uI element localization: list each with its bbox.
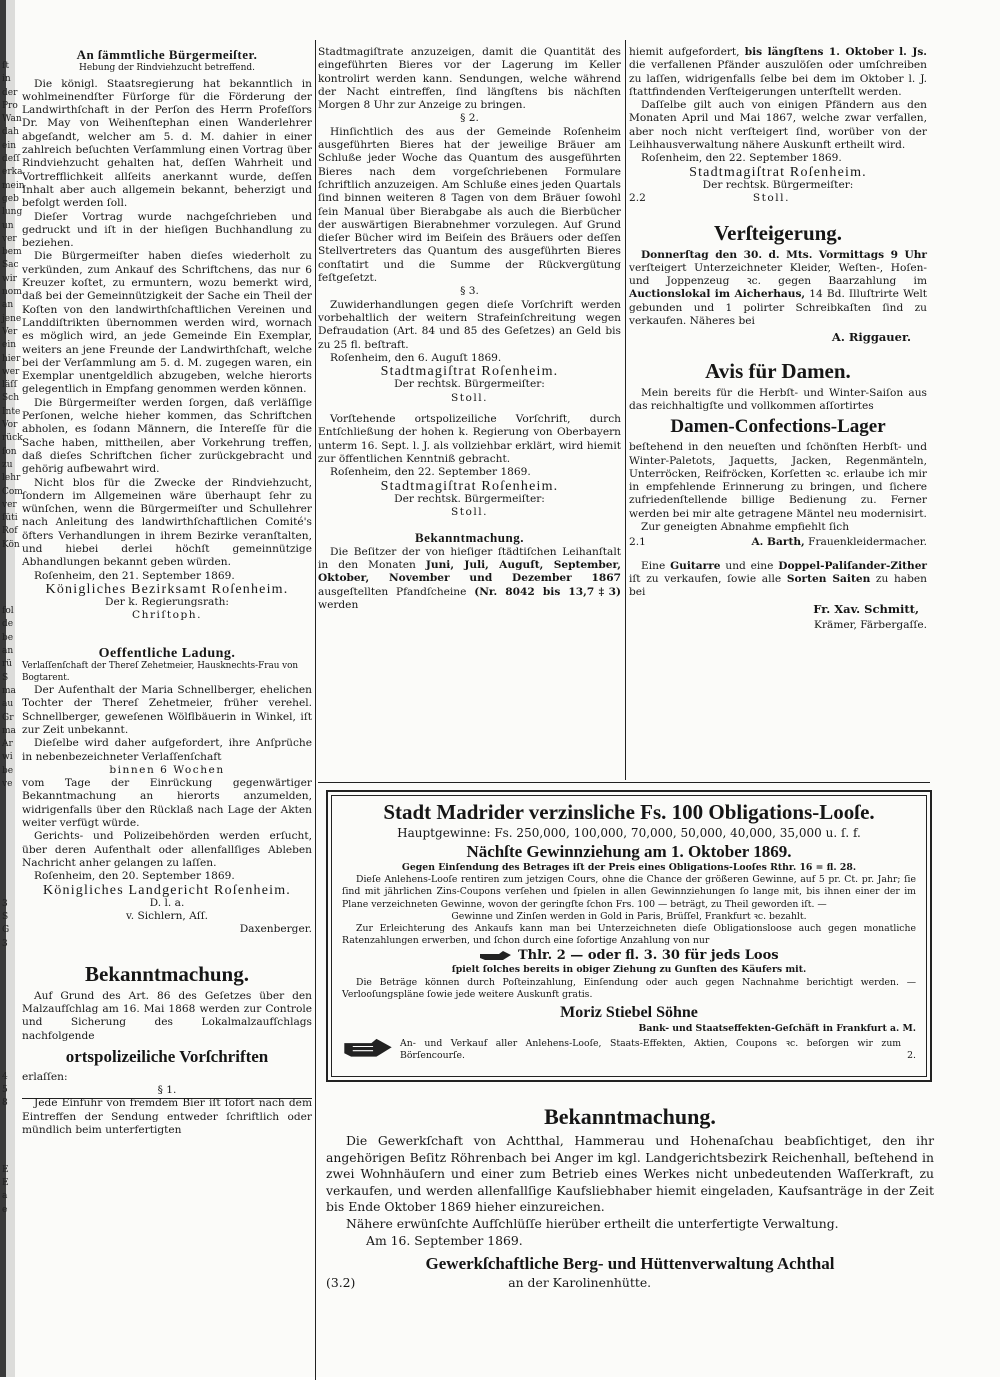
stub-fragment: ſt [2,61,9,71]
issuer-location: an der Karolinenhütte. [508,1275,652,1291]
stub-fragment: Vor [2,420,18,431]
stub-fragment: wi [2,752,13,763]
stub-fragment: rü [2,659,13,670]
paragraph: Die Bürgermeiſter werden ſorgen, daß verläſſige Perſonen, welche hieher kommen, das Schriftchen abholen, es ſodann Männern, die Intereſſe für die Sache haben, mittheilen, aber Vorkehrung treffen, daß dieſes Schriftchen ſicher zurückgebracht und gehörig aufbewahrt wird. [22,396,312,476]
signatory-role: Der k. Regierungsrath: [105,596,229,609]
text: Eine [641,559,666,572]
stub-fragment: ma [2,685,16,696]
stub-fragment: wer [2,366,20,377]
text: 14 Bd. Illuſtrirte Welt gebunden und 1 polirter Schreibkaſten ſind zu verkaufen. Näheres bei [629,288,928,328]
paragraph-number: § 1. [157,1084,177,1097]
ad-paragraph: An- und Verkauf aller Anlehens-Looſe, Staats-Effekten, Aktien, Coupons ꝛc. beſorgen wir zum Börſencourſe. [400,1038,902,1062]
stub-fragment: ſüti [2,513,18,524]
stub-fragment [2,565,16,578]
stub-fragment: ma [2,725,16,736]
stub-fragment: hier [2,353,21,364]
text: Die Beſitzer der von hieſiger ſtädtiſchen Leihanſtalt in den Monaten [318,545,621,571]
paragraph: Vorſtehende ortspolizeiliche Vorſchrift, durch Entſchließung der hohen k. Regierung von Oberbayern unterm 16. Sept. l. J. als vollziehbar erklärt, wird hiemit zur öffentlichen Kenntniß gebracht. [318,413,621,465]
notice-title: Verſteigerung. [713,220,843,245]
stub-fragment [2,1057,16,1070]
column-1 [22,46,312,1376]
stub-fragment: lehr [2,473,21,484]
stub-fragment: deſſ [2,154,20,165]
stub-fragment [2,845,16,858]
stub-fragment: rück [2,433,23,444]
regulation-heading: ortspolizeiliche Vorſchriften [65,1046,269,1066]
stub-fragment [2,1124,16,1137]
ad-firm-subtitle: Bank- und Staatseffekten-Geſchäft in Frankfurt a. M. [638,1023,916,1035]
stub-fragment: Ar [2,739,13,750]
office-signature: Stadtmagiſtrat Roſenheim. [380,364,559,380]
column-rule [625,40,626,780]
stub-fragment: Com [2,486,23,497]
ad-draw-date: Nächſte Gewinnziehung am 1. Oktober 1869. [466,842,792,861]
signature-row [326,1275,934,1292]
ad-inner-border [331,795,927,1077]
paragraph [318,546,621,612]
notice-title: Bekanntmachung. [544,1104,716,1129]
emphasis: Guitarre [670,559,721,572]
stub-fragment: be [2,632,14,643]
emphasis: Sorten Saiten [786,572,871,585]
stub-fragment: 3 [2,898,8,909]
stub-fragment: ſon [2,446,17,457]
stub-fragment [2,1017,16,1030]
advertiser-name: A. Barth, [751,536,805,549]
text: hiemit aufgefordert, [629,46,740,58]
stub-fragment: S [2,912,9,922]
stub-fragment [2,964,16,977]
stub-fragment: Sch [2,393,20,404]
stub-fragment [2,579,16,592]
stub-fragment [2,977,16,990]
notice-title: Bekanntmachung. [415,530,524,546]
signatory-role: Der rechtsk. Bürgermeiſter: [394,492,545,505]
emphasis: Auctionslokal im Aicherhaus, [629,288,806,301]
advertiser-name: Fr. Xav. Schmitt, [813,601,919,616]
advertiser-address: Krämer, Färbergaſſe. [814,618,927,631]
stub-fragment: 8 [2,1098,8,1109]
date-line: Roſenheim, den 20. September 1869. [34,870,235,883]
shop-heading: Damen-Confections-Lager [670,416,886,438]
column-rule [315,40,316,1380]
emphasis: Juni, Juli, Auguſt, September, Oktober, November und Dezember 1867 [318,558,621,585]
advertiser-trade: Frauenkleidermacher. [808,536,927,549]
emphasis: (Nr. 8042 bis 13,7‡3) [474,585,621,598]
ad-paragraph: Die Beträge können durch Poſteinzahlung, Einſendung oder auch gegen Nachnahme berichtigt werden. — Verlooſungspläne ſowie jede weitere Auskunft gratis. [342,976,916,1000]
paragraph: Die Gewerkſchaft von Achtthal, Hammerau und Hohenaſchau beabſichtiget, den ihr angehörigen Beſitz Röhrenbach bei Anger im kgl. Landgerichtsbezirk Reichenhall, beſtehend in zwei Wohnhäuſern und einer zum Betrieb eines Werkes nicht unbedeutenden Waſſerkraft, zu verkaufen, und werden allenfallſige Kaufsliebhaber hiemit eingeladen, Kaufsanträge in der Zeit bis Ende Oktober 1869 hieher einzureichen. [326,1133,934,1215]
stub-fragment [2,1150,16,1163]
stub-fragment [2,831,16,844]
signatory-name: Stoll. [450,506,489,519]
paragraph: beſtehend in den neueſten und ſchönſten Herbſt- und Winter-Paletots, Jaquetts, Jacken, Regenmänteln, Unterröcken, Reifröcken, Korſetten ꝛc. erlaube ich mir in empfehlende Erinnerung zu bringen, und ſichere zufriedenſtellende billige Bedienung zu. Ferner werden bei mir alte getragene Mäntel neu modernisirt. [629,441,927,520]
ad-prizes: Hauptgewinne: Fs. 250,000, 100,000, 70,000, 50,000, 40,000, 35,000 u. ſ. f. [397,826,861,840]
paragraph: Auf Grund des Art. 86 des Geſetzes über den Malzaufſchlag am 16. Mai 1868 werden zur Controle und Sicherung des Lokalmalzaufſchlags nachfolgende [22,989,312,1042]
notice-title: Oeffentliche Ladung. [98,645,236,661]
paragraph: Dieſelbe wird daher aufgefordert, ihre Anſprüche in nebenbezeichneter Verlaſſenſchaft [22,737,312,763]
insertion-code: 2. [907,1050,916,1062]
mining-notice [326,1100,934,1292]
paragraph: Mein bereits für die Herbſt- und Winter-Saiſon aus das reichhaltigſte und vollkommen aſſortirtes [629,386,927,412]
deadline: binnen 6 Wochen [109,763,225,776]
stub-fragment: ein [2,340,17,351]
stub-fragment [2,805,16,818]
notice-title: Avis für Damen. [705,358,851,383]
abbreviation: D. l. a. [149,896,185,909]
paragraph: Nicht blos für die Zwecke der Rindviehzucht, ſondern im Allgemeinen wäre überhaupt ſehr zu wünſchen, wenn die Bürgermeiſter und Schullehrer nach Anleitung des landwirthſchaftlichen Comité's öfters Verhandlungen in ihrem Bezirke veranſtalten, und hiebei derlei höchſt gemeinnützige Abhandlungen bekannt geben würden. [22,476,312,569]
adjacent-page-stub [2,60,25,1217]
stub-fragment [2,1031,16,1044]
office-signature: Stadtmagiſtrat Roſenheim. [380,478,559,494]
stub-fragment: au [2,699,14,710]
stub-fragment: S [2,672,9,683]
lottery-advertisement [326,790,932,1082]
section-rule [318,782,930,783]
stub-fragment: 3 [2,938,8,949]
notice-subtitle: Hebung der Rindviehzucht betreffend. [78,63,256,74]
notice-title: An ſämmtliche Bürgermeiſter. [76,47,258,62]
stub-fragment: Ver [2,326,18,337]
stub-fragment [2,858,16,871]
text: werden [318,598,359,611]
stub-fragment: lung [2,207,23,218]
insertion-code: (3.2) [326,1275,356,1291]
paragraph [629,249,927,329]
office-signature: Stadtmagiſtrat Roſenheim. [689,164,867,180]
stub-fragment: Pro [2,100,18,111]
stub-fragment: un [2,220,14,231]
paragraph: Hinſichtlich des aus der Gemeinde Roſenheim ausgeführten Bieres hat der jeweilige Bräuer am Schluße jeder Woche das Quantum des ausgeführten Bieres nach dem vorgeſchriebenen Formulare ſchriftlich anzuzeigen. Am Schluße eines jeden Quartals ſind binnen weiteren 8 Tagen von dem Bräuer ſowohl ſein Manual über Bierabgabe als auch die Bierbücher der auswärtigen Bierabnehmer vorzulegen. Auf Grund dieſer Bücher wird im Beiſein des Bräuers oder deſſen Stellvertreters das Quantum des ausgeführten Bieres conſtatirt und die Summe der Rückvergütung feſtgeſetzt. [318,125,621,285]
ad-paragraph: ſpielt ſolches bereits in obiger Ziehung zu Gunſten des Käufers mit. [451,964,807,976]
issuer-name: Gewerkſchaftliche Berg- und Hüttenverwaltung Achthal [425,1254,835,1274]
paragraph: vom Tage der Einrückung gegenwärtiger Bekanntmachung an hierorts anzumelden, widrigenfalls über den Rücklaß nach Lage der Akten weiter verfügt würde. [22,777,312,830]
stub-fragment: ver [2,499,17,510]
stub-fragment [2,884,16,897]
stub-fragment: ein [2,140,17,151]
ad-paragraph: Zur Erleichterung des Ankaufs kann man bei Unterzeichneten dieſe Obligationsloose auch gegen monatliche Ratenzahlungen erwerben, und ſchon durch eine ſofortige Anzahlung von nur [342,923,916,947]
clerk-name: Daxenberger. [239,923,312,936]
stub-fragment [2,1137,16,1150]
ad-title: Stadt Madrider verzinsliche Fs. 100 Obligations-Looſe. [383,800,875,824]
stub-fragment: G [2,925,10,936]
emphasis: bis längſtens 1. Oktober l. Js. [744,46,927,58]
signatory-name: v. Sichlern, Aſſ. [125,910,208,923]
stub-fragment [2,1004,16,1017]
paragraph: Die königl. Staatsregierung hat bekanntlich in wohlmeinendſter Fürſorge für die Förderung der Landwirthſchaft in der Perſon des Herrn Profeſſors Dr. May von Weihenſtephan einen Wanderlehrer abgeſandt, welcher am 5. d. M. dahier in einer zahlreich beſuchten Verſammlung einen Vortrag über Rindviehzucht gehalten hat, deſſen Wahrheit und Vortrefflichkeit allſeits anerkannt wurde, deſſen Inhalt aber auch allgemein bekannt, beherzigt und befolgt werden ſoll. [22,77,312,210]
stub-fragment: ve [2,779,13,790]
text: die verfallenen Pfänder auszulöſen oder umſchreiben zu laſſen, widrigenfalls ſelbe bei dem im Oktober l. J. ſtattfindenden Verſteigerungen unterſtellt werden. [629,59,927,98]
installment-text: Thlr. 2 — oder fl. 3. 30 für jeds Loos [517,948,779,964]
text: verſteigert Unterzeichneter Kleider, Weſten-, Hoſen- und Joppenzeug ꝛc. gegen Baarzahlung im [629,261,927,288]
stub-fragment: in [2,74,11,85]
text: iſt zu verkaufen, ſowie alle [629,572,782,585]
paragraph: Stadtmagiſtrate anzuzeigen, damit die Quantität des eingeführten Bieres vor der Lagerung im Keller kontrolirt werden kann. Sendungen, welche während der Nacht eintreffen, ſind längſtens bis nächſten Morgen 8 Uhr zur Anzeige zu bringen. [318,46,621,112]
signatory-role: Der rechtsk. Bürgermeiſter: [702,178,854,191]
advertiser-name: A. Riggauer. [831,330,911,345]
column-2 [318,46,621,780]
signatory-name: Stoll. [752,192,790,205]
text: zu haben bei [629,572,927,599]
stub-fragment [2,991,16,1004]
paragraph: Jede Einfuhr von fremdem Bier iſt ſofort nach dem Eintreffen der Sendung entweder ſchriftlich oder mündlich beim unterfertigten [22,1097,312,1137]
pointing-hand-icon [479,950,513,962]
emphasis: Doppel-Paliſander-Zither [778,559,928,572]
ad-firm: Moriz Stiebel Söhne [560,1004,698,1022]
office-signature: Königliches Bezirksamt Roſenheim. [45,581,289,597]
pointing-hand-icon [342,1038,394,1060]
stub-fragment: 5 [2,1084,8,1095]
stub-fragment: läſſ [2,380,17,391]
stub-fragment: be [2,765,14,776]
notice-title: Bekanntmachung. [85,961,249,986]
stub-fragment [2,871,16,884]
stub-fragment [2,951,16,964]
stub-fragment: der [2,87,18,98]
stub-fragment: de [2,619,14,630]
ad-paragraph: Dieſe Anlehens-Looſe rentiren zum jetzigen Cours, ohne die Chance der größeren Gewinne, auf 5 pr. Ct. pr. Jahr; ſie ſind mit jährlichen Zins-Coupons verſehen und ſpielen in allen Gewinnziehungen ſo lange mit, bis ihnen einer der im Plane verzeichneten Gewinne, wovon der geringſte ſchon Frs. 100 — beträgt, zu Theil geworden iſt. — [342,874,916,910]
date-line: Am 16. September 1869. [366,1232,523,1248]
notice-subtitle: Verlaſſenſchaft der Thereſ Zehetmeier, Hausknechts-Frau von Bogtarent. [22,661,299,683]
stub-fragment: dah [2,127,19,138]
ad-paragraph: Gewinne und Zinſen werden in Gold in Paris, Brüſſel, Frankfurt ꝛc. bezahlt. [451,910,807,922]
signature-row [629,192,927,205]
paragraph-number: § 2. [460,112,479,125]
signature-row [629,536,927,549]
stub-fragment: an [2,646,14,657]
stub-fragment: bem [2,247,22,258]
stub-fragment [2,1044,16,1057]
stub-fragment [2,592,16,605]
paragraph-number: § 3. [460,285,479,298]
stub-fragment: Gr [2,712,14,723]
date-line: Roſenheim, den 22. September 1869. [641,152,842,165]
ad-footer [342,1038,916,1062]
signatory-role: Der rechtsk. Bürgermeiſter: [394,378,545,391]
stub-fragment: fol [2,606,14,617]
insertion-code: 2.2 [629,192,646,205]
paragraph: Zuwiderhandlungen gegen dieſe Vorſchrift werden vorbehaltlich der weitern Strafeinſchreitung wegen Defraudation (Art. 84 und 85 des Geſetzes) an Geld bis zu 25 fl. beſtraft. [318,298,621,351]
paragraph: Dieſer Vortrag wurde nachgeſchrieben und gedruckt und iſt in der hieſigen Buchhandlung zu beziehen. [22,210,312,250]
stub-fragment: ver [2,233,17,244]
stub-fragment: wir [2,273,17,284]
date-line: Roſenheim, den 21. September 1869. [34,569,235,582]
stub-fragment: e [2,1204,8,1215]
paragraph: Nähere erwünſchte Aufſchlüſſe hierüber ertheilt die unterfertigte Verwaltung. [346,1215,839,1231]
paragraph [629,46,927,99]
stub-fragment: nom [2,287,22,298]
stub-fragment [2,818,16,831]
stub-fragment: erka [2,167,23,178]
date-line: Roſenheim, den 22. September 1869. [330,466,531,479]
office-signature: Königliches Landgericht Roſenheim. [42,882,292,898]
paragraph: Gerichts- und Polizeibehörden werden erſucht, über deren Aufenthalt oder allenfallſiges Ableben Nachricht anher gelangen zu laſſen. [22,830,312,869]
stub-fragment: Inte [2,406,21,417]
signatory-name: Stoll. [450,391,489,404]
paragraph [629,560,927,600]
stub-fragment: Sac [2,260,19,271]
stub-fragment: Wan [2,114,22,125]
paragraph: Die Bürgermeiſter haben dieſes wiederholt zu verkünden, zum Ankauf des Schriftchens, das nur 6 Kreuzer koſtet, zu ermuntern, wozu bemerkt wird, daß bei der Gemeinnützigkeit der Sache ein Theil der Koſten von den landwirthſchaftlichen Vereinen und Landdiſtrikten übernommen werden wird, wornach es möglich wird, an jede Gemeinde Ein Exemplar, weiters an jene Freunde der Landwirthſchaft, welche bei der Verſammlung am 5. d. M. zugegen waren, ein Exemplar unentgeldlich abzugeben, welche hierorts gelegentlich in Empfang genommen werden können. [22,250,312,396]
paragraph: Der Aufenthalt der Maria Schnellberger, ehelichen Tochter der Thereſ Zehetmeier, früher verehel. Schnellberger, geweſenen Wölflbäuerin in Winkel, iſt zur Zeit unbekannt. [22,684,312,736]
date-line: Roſenheim, den 6. Auguſt 1869. [330,351,502,364]
stub-fragment [2,552,16,565]
stub-fragment: E [2,1177,9,1188]
stub-fragment: E [2,1164,9,1175]
stub-fragment [2,791,16,804]
paragraph: Zur geneigten Abnahme empfiehlt ſich [641,521,850,534]
stub-fragment [2,1110,16,1123]
stub-fragment: geb [2,193,19,204]
paragraph: Daſſelbe gilt auch von einigen Pfändern aus den Monaten April und Mai 1867, welche zwar verfallen, aber noch nicht verſteigert ſind, worüber von der Leihhausverwaltung nähere Auskunft ertheilt wird. [629,99,927,152]
stub-fragment: jene [2,313,22,324]
ad-price-line: Gegen Einſendung des Betrages iſt der Preis eines Obligations-Looſes Rthr. 16 = fl. 28. [401,862,857,873]
signatory-name: Chriſtoph. [132,609,202,622]
paragraph: erlaſſen: [22,1070,68,1083]
stub-fragment: zu [2,459,13,470]
text: und eine [725,559,774,572]
stub-fragment: 4 [2,1071,8,1082]
stub-fragment: mein [2,180,25,191]
text: ausgeſtellten Pfandſcheine [318,585,467,598]
stub-fragment: Kön [2,539,20,550]
emphasis: Donnerſtag den 30. d. Mts. Vormittags 9 Uhr [641,248,927,261]
stub-fragment: an [2,300,14,311]
stub-fragment: a [2,1191,8,1202]
ad-installment [342,947,916,964]
stub-fragment: Rof [2,526,18,537]
insertion-code: 2.1 [629,536,646,549]
column-3 [629,46,927,780]
